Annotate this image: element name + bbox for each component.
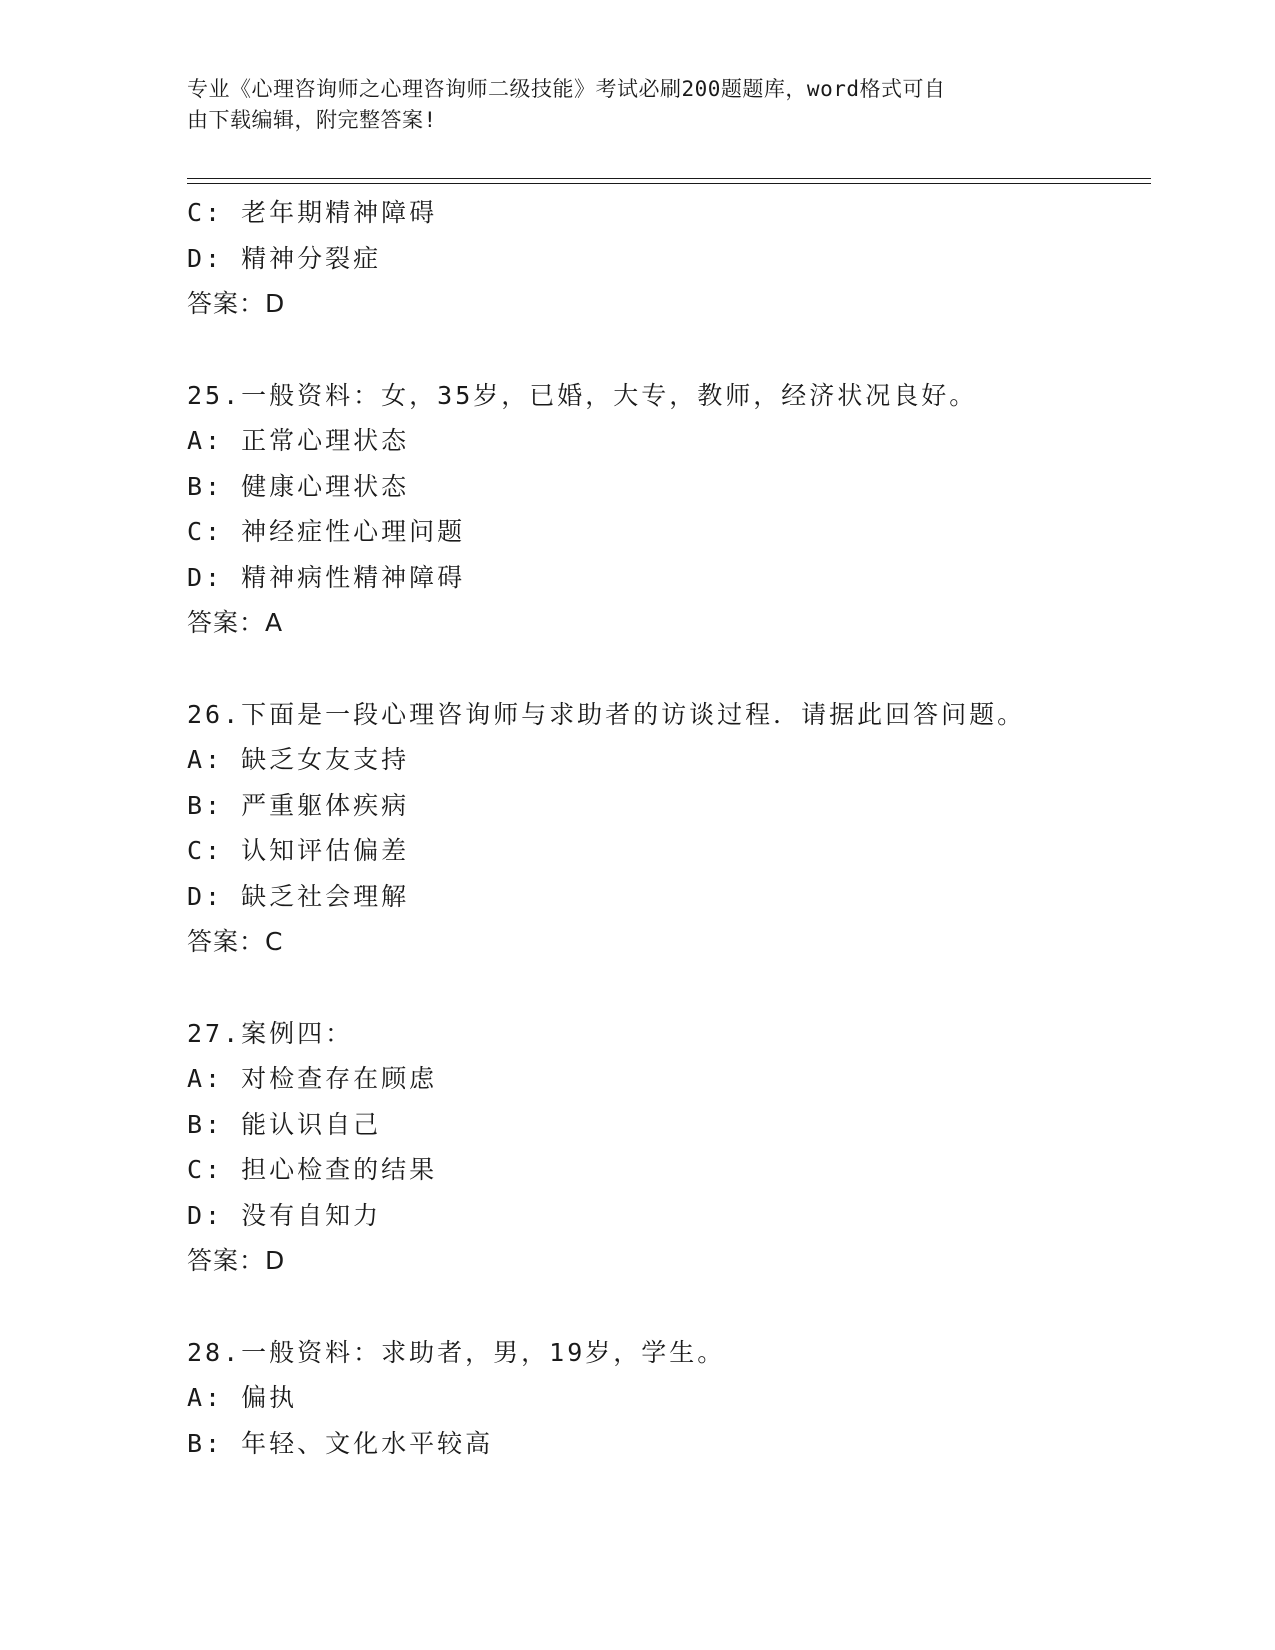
option-a: A: 缺乏女友支持 <box>187 745 410 774</box>
option-d: D: 缺乏社会理解 <box>187 881 410 911</box>
question-25 <box>187 373 1151 646</box>
option-d: D: 精神病性精神障碍 <box>187 562 466 592</box>
header-line-2: 由下载编辑，附完整答案! <box>187 108 437 132</box>
question-stem: 26.下面是一段心理咨询师与求助者的访谈过程．请据此回答问题。 <box>187 699 1026 729</box>
question-list <box>187 190 1151 1466</box>
spacer <box>187 1284 1151 1330</box>
option-b: B: 能认识自己 <box>187 1109 382 1139</box>
option-a: A: 正常心理状态 <box>187 426 410 455</box>
option-c: C: 神经症性心理问题 <box>187 517 466 546</box>
answer: 答案：D <box>187 1246 286 1275</box>
option-d: D: 没有自知力 <box>187 1200 382 1230</box>
option-c: C: 认知评估偏差 <box>187 836 410 865</box>
question-stem: 25.一般资料：女，35岁，已婚，大专，教师，经济状况良好。 <box>187 380 978 410</box>
question-stem: 27.案例四： <box>187 1018 354 1048</box>
header-line-1: 专业《心理咨询师之心理咨询师二级技能》考试必刷200题题库，word格式可自 <box>187 77 946 101</box>
header-divider-top <box>187 178 1151 179</box>
option-b: B: 年轻、文化水平较高 <box>187 1428 494 1458</box>
document-header <box>187 74 1087 136</box>
option-d: D: 精神分裂症 <box>187 243 382 273</box>
option-b: B: 严重躯体疾病 <box>187 790 410 820</box>
question-stem: 28.一般资料：求助者，男，19岁，学生。 <box>187 1337 726 1367</box>
spacer <box>187 327 1151 373</box>
answer: 答案：A <box>187 608 284 637</box>
spacer <box>187 965 1151 1011</box>
option-a: A: 偏执 <box>187 1383 298 1412</box>
question-26 <box>187 692 1151 965</box>
answer: 答案：C <box>187 927 284 956</box>
option-c: C: 担心检查的结果 <box>187 1155 438 1184</box>
question-27 <box>187 1011 1151 1284</box>
option-c: C: 老年期精神障碍 <box>187 198 438 227</box>
spacer <box>187 646 1151 692</box>
answer: 答案：D <box>187 289 286 318</box>
question-24-continued <box>187 190 1151 327</box>
header-divider-bottom <box>187 183 1151 184</box>
option-b: B: 健康心理状态 <box>187 471 410 501</box>
question-28 <box>187 1330 1151 1467</box>
option-a: A: 对检查存在顾虑 <box>187 1064 438 1093</box>
